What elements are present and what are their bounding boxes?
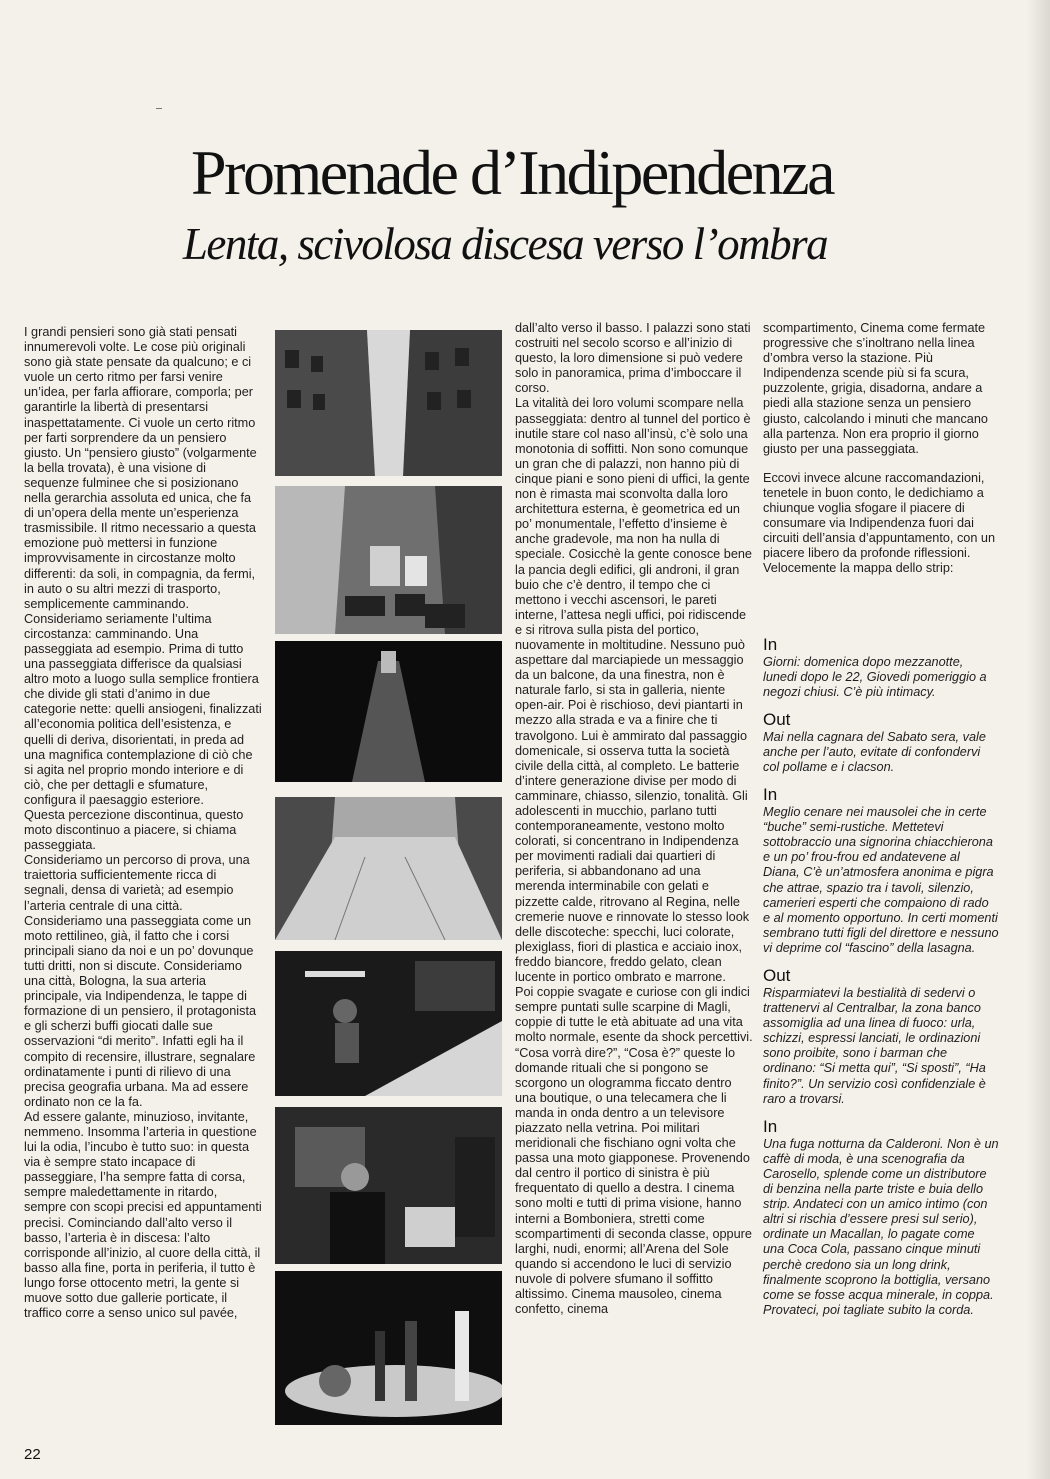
section-body: Giorni: domenica dopo mezzanotte, lunedi dopo le 22, Giovedi pomeriggio a negozi chiusi. C’è più intimacy. [763,654,987,699]
paragraph: Questa percezione discontinua, questo moto discontinuo a piacere, si chiama passeggiata. [24,808,244,853]
photo-street-overview [275,330,502,476]
text-column-1 [24,325,262,1321]
photo-empty-street [275,797,502,940]
paragraph: Ad essere galante, minuzioso, invitante, nemmeno. Insomma l’arteria in questione lui la odia, l’incubo è tutto suo: in questa via è sempre stato incapace di passeggiare, l’ha sempre fatta di corsa, sempre maledettamente in ritardo, sempre con scopi precisi ed appuntamenti precisi. Cominciando dall’alto verso il basso, l’arteria è in discesa: l’alto corrisponde all’inizio, al cuore della città, il basso alla fine, porta in periferia, il tutto è lungo forse ottocento metri, la gente si muove sotto due gallerie porticate, il traffico corre a senso unico sul pavée, [24,1109,262,1321]
section-heading: In [763,785,778,805]
paragraph: scompartimento, Cinema come fermate progressive che s’inoltrano nella linea d’ombra verso la stazione. Più Indipendenza scende più si fa scura, puzzolente, grigia, disadorna, andare a piedi alla stazione senza un pensiero giusto, calcolando i minuti che mancano alla partenza. Non era proprio il giorno giusto per una passeggiata. [763,321,988,456]
photo-bottles-still-life [275,1271,502,1425]
paragraph: Consideriamo seriamente l’ultima circostanza: camminando. Una passeggiata ad esempio. Prima di tutto una passeggiata differisce da qualsiasi altro moto a luogo sulla semplice frontiera che divide gli stati d’animo in due categorie nette: quelli ansiogeni, finalizzati all’economia politica dell’esistenza, e quelli di deriva, disorientati, in preda ad una magnifica contemplazione di ciò che si agita nel proprio mondo interiore e di ciò, che per dettagli e sfumature, configura il paesaggio esteriore. [24,611,262,807]
section-body: Una fuga notturna da Calderoni. Non è un caffè di moda, è una scenografia da Carosello, splende come un distributore di benzina nella parte triste e buia dello strip. Andateci con un amico intimo (con altri si rischia d’essere presi sul serio), ordinate un Macallan, lo pagate come una Coca Cola, passano cinque minuti perchè credono sia un long drink, finalmente scoprono la bottiglia, versano come se fosse acqua minerale, in coppa. Provateci, poi tagliate subito la corda. [763,1136,999,1317]
paragraph: Poi coppie svagate e curiose con gli indici sempre puntati sulle scarpine di Magli, coppie di tutte le età abituate ad una vita molto normale, esente da shock percettivi. “Cosa vorrà dire?”, “Cosa è?” queste lo domande rituali che si pongono se scorgono un ologramma ficcato dentro una boutique, o una telecamera che li manda in onda dentro a un televisore piazzato nella vetrina. Poi militari meridionali che fischiano ogni volta che passa una moto giapponese. Provenendo dal centro il portico di sinistra è più frequentato di quello a destra. I cinema sono molti e tutti di prima visione, hanno interni a Bomboniera, stretti come scompartimenti di seconda classe, oppure larghi, nudi, enormi; all’Arena del Sole quando si accendono le luci di servizio nuvole di polvere sfumano il soffitto altissimo. Cinema mausoleo, cinema confetto, cinema [515,985,753,1317]
section-heading: Out [763,966,791,985]
section-body: Mai nella cagnara del Sabato sera, vale anche per l’auto, evitate di confondervi col pollame e i clacson. [763,729,986,774]
paragraph: Velocemente la mappa dello strip: [763,561,954,576]
paragraph: dall’alto verso il basso. I palazzi sono stati costruiti nel secolo scorso e all’inizio di questo, la loro dimensione si può vedere solo in panoramica, prima d’imboccare il corso. [515,321,751,396]
section-body: Meglio cenare nei mausolei che in certe “buche” semi-rustiche. Mettetevi sottobraccio una signorina chiacchierona e un po’ frou-frou ed andatevene al Diana, C’è un’atmosfera anonima e pigra che attrae, spazio tra i tavoli, silenzio, camerieri esperti che compaiono di rado e al momento opportuno. In certi momenti sembrano tutti figli del direttore e nessuno vi deprime col “fascino” della lasagna. [763,805,999,955]
text-column-3 [515,321,753,1317]
article-subtitle: Lenta, scivolosa discesa verso l’ombra [182,219,828,269]
photo-street-traffic [275,486,502,634]
page-spine-shadow [1026,0,1050,1479]
section-heading: In [763,1116,778,1136]
photo-bar-patrons [275,1107,502,1264]
text-column-4 [763,321,999,1318]
photo-bar-counter [275,951,502,1096]
paragraph: Eccovi invece alcune raccomandazioni, tenetele in buon conto, le dedichiamo a chiunque voglia sfogare il piacere di consumare via Indipendenza fuori dai circuiti dell’ansia d’appuntamento, con un piacere libero da profonde riflessioni. [763,470,996,561]
section-body: Risparmiatevi la bestialità di sedervi o trattenervi al Centralbar, la zona banco assomiglia ad una linea di fuoco: urla, schizzi, espressi lanciati, le ordinazioni sono proibite, sono i barman che ordinano: “Si metta qui”, “Si sposti”, “Ha finito?”. Un servizio così confidenziale è raro a trovarsi. [763,986,986,1106]
page-number: 22 [24,1446,41,1463]
article-title: Promenade d’Indipendenza [191,137,833,208]
paragraph: I grandi pensieri sono già stati pensati innumerevoli volte. Le cose più originali sono già state pensate da qualcuno; e ci vuole un certo ritmo per farsi venire un’idea, per farla affiorare, comporla; per garantirle la libertà di presentarsi inaspettatamente. Ci vuole un certo ritmo per farti sorprendere da un pensiero giusto. Un “pensiero giusto” (volgarmente la bella trovata), è una visione di sequenze fulminee che si posizionano nella gerarchia assoluta ed unica, che fa di un’opera della mente un’esperienza trasmissibile. Il ritmo necessario a questa emozione può mettersi in funzione improvvisamente in circostanze molto differenti: da soli, in compagnia, da fermi, in auto o su altri mezzi di trasporto, semplicemente camminando. [24,325,257,611]
paragraph: La vitalità dei loro volumi scompare nella passeggiata: dentro al tunnel del portico è inutile stare col naso all’insù, c’è solo una monotonia di soffitti. Non sono comunque un gran che di palazzi, non hanno più di cinque piani e sono pieni di uffici, la gente non è rimasta mai sconvolta dalla loro architettura esterna, è geometrica ed un po’ monumentale, l’effetto d’insieme è anche gradevole, ma non ha nulla di speciale. Cosicchè la gente conosce bene la pancia degli edifici, gli androni, il gran buio che c’è dentro, il tempo che ci mettono i vecchi ascensori, le pareti interne, l’attesa negli uffici, poi ridiscende e si ritrova sulla pista del portico, nuovamente in moltitudine. Nessuno può aspettare dal marciapiede un messaggio da un balcone, da una finestra, non è naturale farlo, si sta in galleria, niente open-air. Poi è rischioso, devi piantarti in mezzo alla strada e va a finire che ti travolgono. Lui è ammirato dal passaggio domenicale, si osserva tutta la società civile della città, al completo. Le batterie d’intere generazione divise per modo di camminare, chiasso, silenzio, tonalità. Gli adolescenti in mucchio, parlano tutti contemporaneamente, vestono molto colorati, si concentrano in Indipendenza per movimenti radiali dai quartieri di periferia, si abbandonano ad una merenda interminabile con gelati e pizzette calde, ritrovano al Regina, nelle cremerie nuove e rinnovate lo stesso look delle discoteche: specchi, luci colorate, plexiglass, fiori di plastica e acciaio inox, freddo biancore, freddo gelato, clean lucente in portico ombrato e marrone. [515,396,752,985]
print-mark [156,108,162,109]
section-heading: In [763,634,778,654]
section-heading: Out [763,709,791,729]
photo-portico-tunnel [275,641,502,782]
paragraph: Consideriamo un percorso di prova, una traiettoria sufficientemente ricca di segnali, densa di varietà; ad esempio l’arteria centrale di una città. Consideriamo una passeggiata come un moto rettilineo, già, il fatto che i corsi principali siano da noi e un po’ dovunque tutti dritti, non si discute. Consideriamo una città, Bologna, la sua arteria principale, via Indipendenza, le tappe di formazione di un pensiero, il protagonista e gli scherzi buffi giocati dalle sue osservazioni “di merito”. Infatti egli ha il compito di recensire, illustrare, segnalare ordinatamente i punti di rilievo di una precisa geografia urbana. Ma ad essere ordinato non ce la fa. [24,853,257,1109]
